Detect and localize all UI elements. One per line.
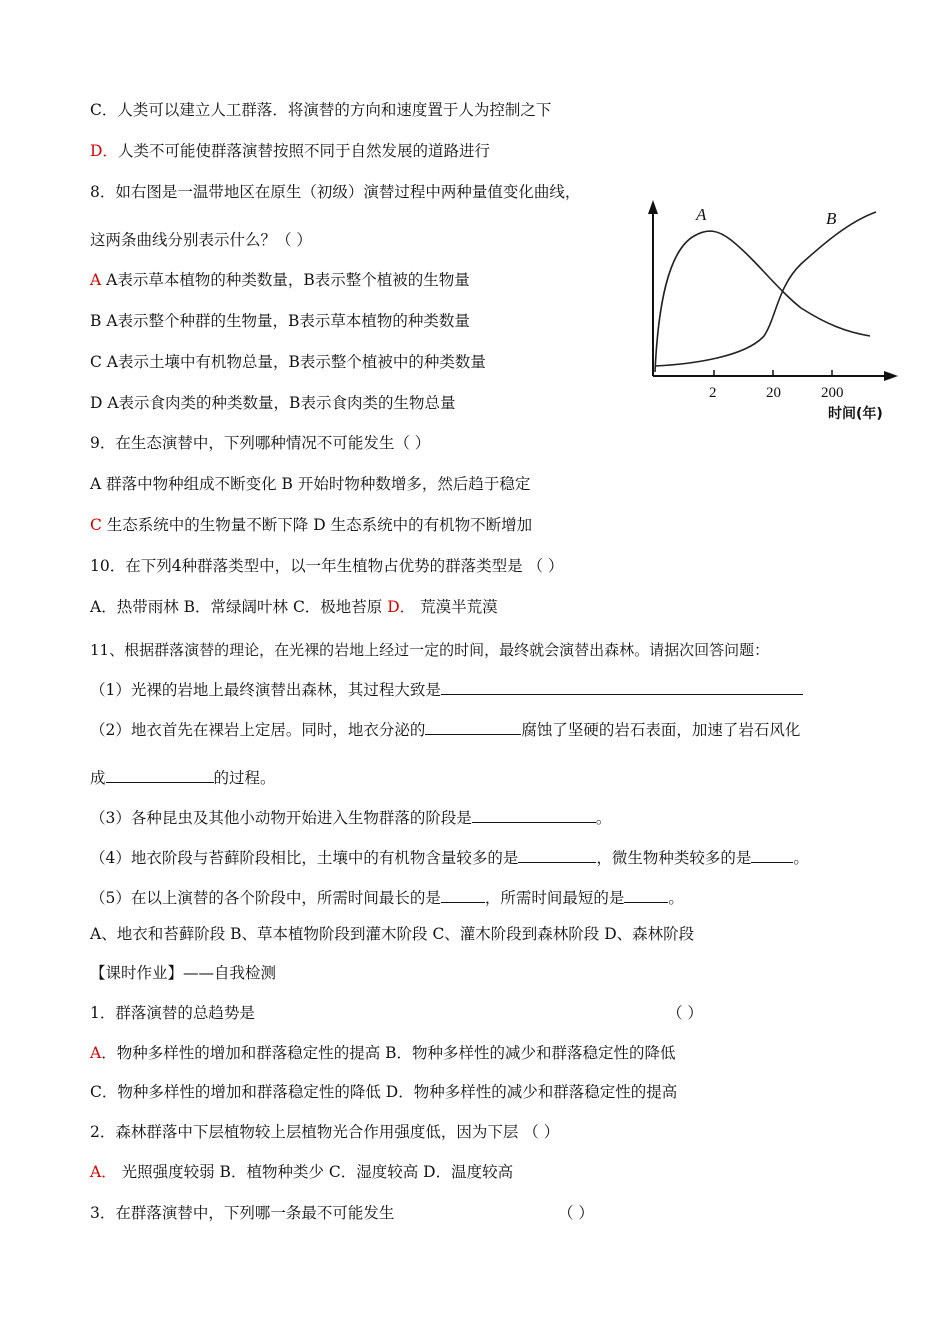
q11-part2-cont [90, 766, 276, 788]
option-text: 人类不可能使群落演替按照不同于自然发展的道路进行 [117, 142, 490, 160]
stem-text: 1．群落演替的总趋势是 [90, 1004, 255, 1022]
hw3-stem: 3．在群落演替中，下列哪一条最不可能发生 [90, 1204, 395, 1222]
part-text: 。 [668, 889, 684, 907]
q8-option-b: B A表示整个种群的生物量，B表示草本植物的种类数量 [90, 312, 470, 330]
y-axis-arrow-icon [648, 200, 658, 214]
option-text: 生态系统中的生物量不断下降 D 生态系统中的有机物不断增加 [101, 516, 533, 534]
part-text: （4）地衣阶段与苔藓阶段相比，土壤中的有机物含量较多的是 [90, 849, 519, 867]
option-text: A．热带雨林 B．常绿阔叶林 C．极地苔原 [90, 598, 388, 616]
q7-option-c: C．人类可以建立人工群落．将演替的方向和速度置于人为控制之下 [90, 101, 552, 119]
hw1-options-ab [90, 1043, 676, 1063]
answer-blank[interactable] [472, 806, 596, 823]
part-text: 成 [90, 769, 106, 787]
answer-mark: D． [387, 598, 416, 616]
q10-options [90, 597, 498, 617]
answer-blank[interactable] [751, 846, 793, 863]
hw1-options-cd: C．物种多样性的增加和群落稳定性的降低 D．物种多样性的减少和群落稳定性的提高 [90, 1083, 678, 1101]
answer-blank[interactable] [624, 886, 668, 903]
answer-blank[interactable] [441, 678, 803, 695]
hw2-stem: 2．森林群落中下层植物较上层植物光合作用强度低，因为下层 （ ） [90, 1123, 560, 1141]
q11-stem: 11、根据群落演替的理论，在光裸的岩地上经过一定的时间，最终就会演替出森林。请据次回答问题： [90, 641, 770, 659]
hw1-paren: （ ） [667, 1004, 703, 1022]
q9-options-cd [90, 515, 532, 535]
q8-option-c: C A表示土壤中有机物总量，B表示整个植被中的种类数量 [90, 353, 486, 371]
option-text: 荒漠半荒漠 [415, 598, 498, 616]
q7-option-d [90, 141, 490, 161]
answer-blank[interactable] [106, 766, 214, 783]
answer-mark: D． [90, 142, 118, 160]
series-b-curve [655, 212, 876, 366]
answer-blank[interactable] [441, 886, 485, 903]
x-tick-label: 20 [766, 385, 781, 401]
part-text: ，所需时间最短的是 [484, 889, 625, 907]
x-tick-label: 200 [821, 385, 844, 401]
q8-option-a [90, 270, 470, 290]
q11-part3 [90, 806, 611, 828]
answer-mark: A [90, 271, 102, 289]
x-tick-label: 2 [709, 385, 717, 401]
option-text: 光照强度较弱 B．植物种类少 C．湿度较高 D．温度较高 [116, 1163, 514, 1181]
option-text: ．物种多样性的增加和群落稳定性的提高 B．物种多样性的减少和群落稳定性的降低 [101, 1044, 676, 1062]
q9-stem: 9．在生态演替中，下列哪种情况不可能发生（ ） [90, 434, 431, 452]
q8-option-d: D A表示食肉类的种类数量，B表示食肉类的生物总量 [90, 394, 456, 412]
q8-stem-line1: 8．如右图是一温带地区在原生（初级）演替过程中两种量值变化曲线， [90, 183, 581, 201]
part-text: 腐蚀了坚硬的岩石表面，加速了岩石风化 [521, 721, 801, 739]
option-text: A表示草本植物的种类数量，B表示整个植被的生物量 [101, 271, 470, 289]
q9-options-ab: A 群落中物种组成不断变化 B 开始时物种数增多，然后趋于稳定 [90, 475, 531, 493]
q10-stem: 10．在下列4种群落类型中，以一年生植物占优势的群落类型是 （ ） [90, 557, 564, 575]
part-text: （5）在以上演替的各个阶段中，所需时间最长的是 [90, 889, 441, 907]
answer-mark: A [90, 1044, 102, 1062]
answer-blank[interactable] [518, 846, 596, 863]
succession-chart [636, 196, 906, 426]
q11-part2 [90, 718, 800, 740]
x-axis-title: 时间(年) [828, 406, 883, 422]
part-text: （2）地衣首先在裸岩上定居。同时，地衣分泌的 [90, 721, 426, 739]
series-a-curve [655, 231, 870, 372]
homework-title: 【课时作业】——自我检测 [90, 964, 277, 982]
answer-blank[interactable] [425, 718, 521, 735]
q11-part1 [90, 678, 803, 700]
hw3-paren: （ ） [558, 1204, 594, 1222]
part-text: （3）各种昆虫及其他小动物开始进入生物群落的阶段是 [90, 809, 472, 827]
part-text: 。 [793, 849, 809, 867]
part-text: 。 [595, 809, 612, 827]
hw1-stem [90, 1003, 255, 1023]
part-text: 的过程。 [213, 769, 276, 787]
part-text: （1）光裸的岩地上最终演替出森林，其过程大致是 [90, 681, 441, 699]
x-axis-arrow-icon [884, 371, 898, 381]
q8-stem-line2: 这两条曲线分别表示什么？（ ） [90, 231, 312, 249]
q11-part5 [90, 886, 684, 908]
answer-mark: C [90, 516, 102, 534]
answer-mark: A． [90, 1163, 117, 1181]
hw2-options [90, 1162, 513, 1182]
q11-options: A、地衣和苔藓阶段 B、草本植物阶段到灌木阶段 C、灌木阶段到森林阶段 D、森林阶段 [90, 925, 695, 943]
q11-part4 [90, 846, 809, 868]
legend-b: B [826, 209, 837, 228]
part-text: ，微生物种类较多的是 [596, 849, 752, 867]
legend-a: A [696, 205, 707, 224]
